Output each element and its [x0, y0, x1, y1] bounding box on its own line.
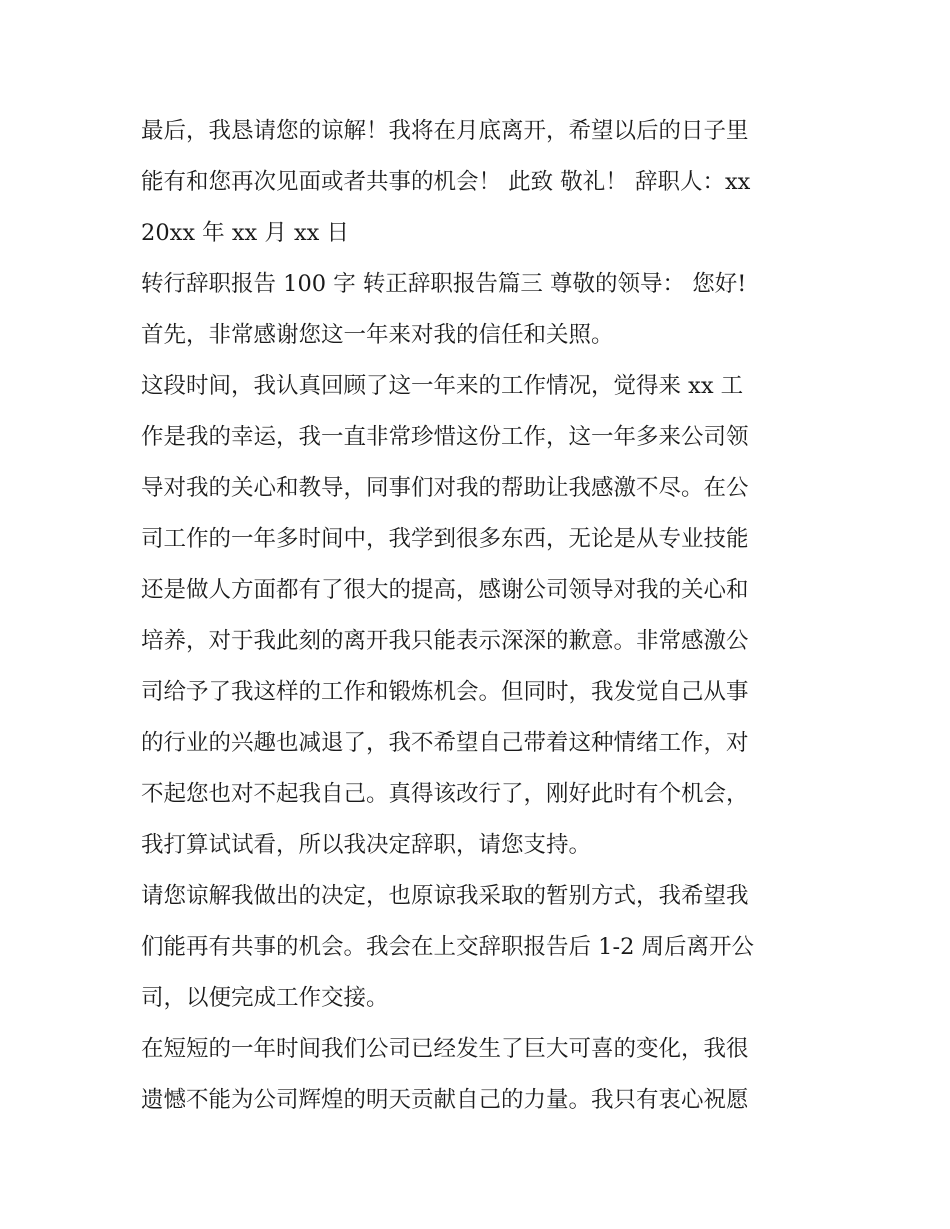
text-line: 20xx 年 xx 月 xx 日 — [141, 220, 350, 246]
text-line: 能有和您再次见面或者共事的机会！ 此致 敬礼！ 辞职人：xx — [141, 169, 751, 195]
text-line: 请您谅解我做出的决定，也原谅我采取的暂别方式，我希望我 — [141, 883, 749, 909]
document-body — [141, 106, 821, 1126]
text-line: 这段时间，我认真回顾了这一年来的工作情况，觉得来 xx 工 — [141, 373, 744, 399]
text-line: 不起您也对不起我自己。真得该改行了，刚好此时有个机会， — [141, 781, 749, 807]
text-line: 们能再有共事的机会。我会在上交辞职报告后 1-2 周后离开公 — [141, 934, 755, 960]
text-line: 的行业的兴趣也减退了，我不希望自己带着这种情绪工作，对 — [141, 730, 749, 756]
text-line: 遗憾不能为公司辉煌的明天贡献自己的力量。我只有衷心祝愿 — [141, 1087, 749, 1113]
text-line: 培养，对于我此刻的离开我只能表示深深的歉意。非常感激公 — [141, 628, 749, 654]
text-line: 司，以便完成工作交接。 — [141, 985, 389, 1011]
text-line: 我打算试试看，所以我决定辞职，请您支持。 — [141, 832, 592, 858]
text-line: 导对我的关心和教导，同事们对我的帮助让我感激不尽。在公 — [141, 475, 749, 501]
text-line: 最后，我恳请您的谅解！我将在月底离开，希望以后的日子里 — [141, 118, 749, 144]
text-line: 司给予了我这样的工作和锻炼机会。但同时，我发觉自己从事 — [141, 679, 749, 705]
text-line: 转行辞职报告 100 字 转正辞职报告篇三 尊敬的领导： 您好! — [141, 271, 747, 297]
text-line: 首先，非常感谢您这一年来对我的信任和关照。 — [141, 322, 614, 348]
text-line: 在短短的一年时间我们公司已经发生了巨大可喜的变化，我很 — [141, 1036, 749, 1062]
text-line: 还是做人方面都有了很大的提高，感谢公司领导对我的关心和 — [141, 577, 749, 603]
text-line: 司工作的一年多时间中，我学到很多东西，无论是从专业技能 — [141, 526, 749, 552]
text-line: 作是我的幸运，我一直非常珍惜这份工作，这一年多来公司领 — [141, 424, 749, 450]
